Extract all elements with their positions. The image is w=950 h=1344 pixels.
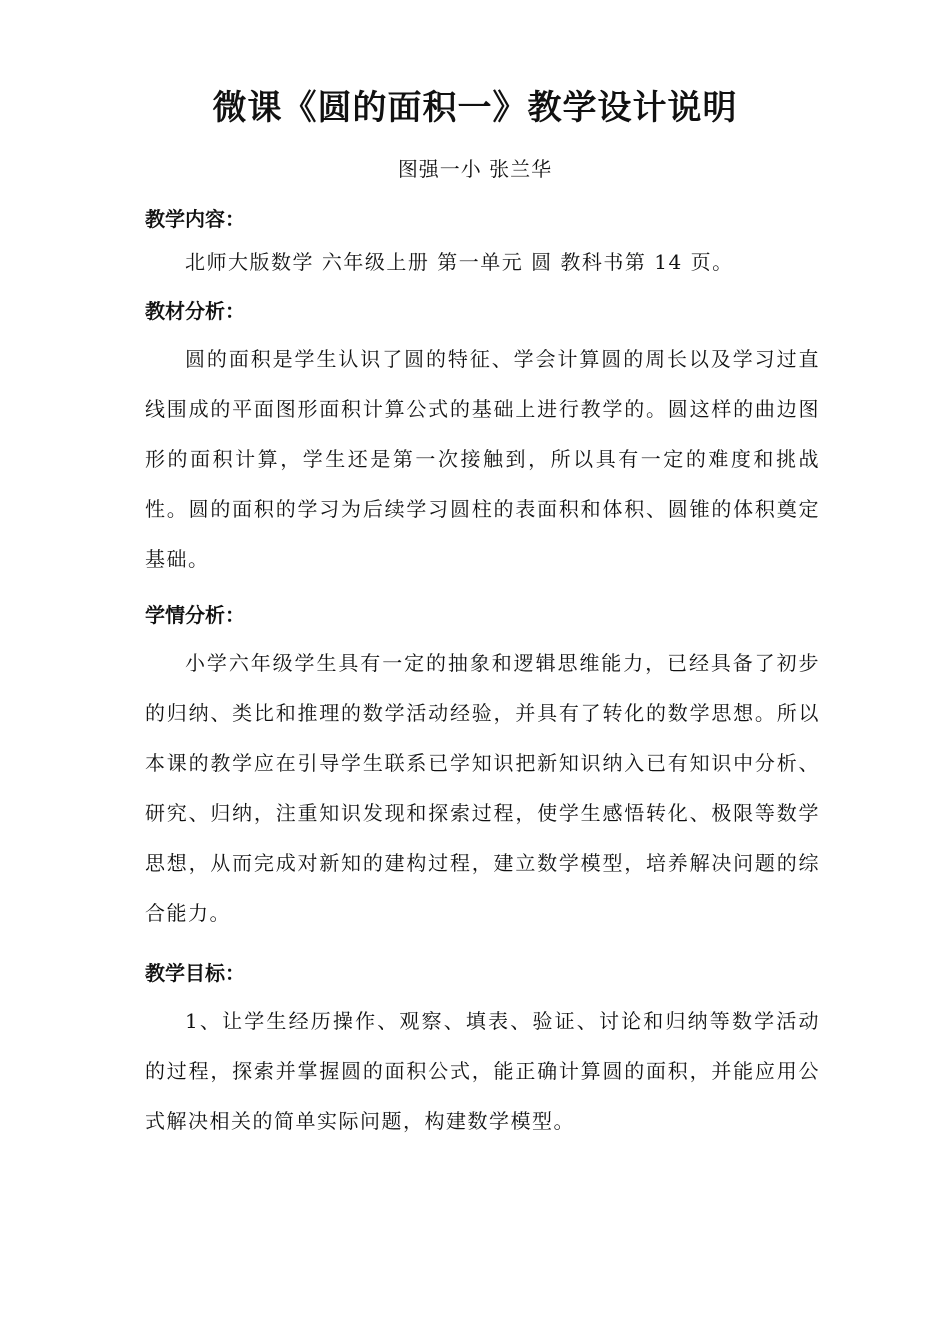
section-heading-material-analysis: 教材分析： [145, 299, 245, 323]
section-paragraph-teaching-content: 北师大版数学 六年级上册 第一单元 圆 教科书第 14 页。 [185, 250, 734, 274]
section-paragraph-student-analysis: 小学六年级学生具有一定的抽象和逻辑思维能力，已经具备了初步的归纳、类比和推理的数学活动经验，并具有了转化的数学思想。所以本课的教学应在引导学生联系已学知识把新知识纳入已有知识中分析、研究、归纳，注重知识发现和探索过程，使学生感悟转化、极限等数学思想，从而完成对新知的建构过程，建立数学模型，培养解决问题的综合能力。 [145, 651, 820, 925]
section-heading-teaching-content: 教学内容： [145, 207, 245, 231]
document-page [145, 78, 820, 1146]
document-title: 微课《圆的面积一》教学设计说明 [212, 88, 738, 128]
section-heading-teaching-goals: 教学目标： [145, 961, 245, 985]
section-paragraph-teaching-goal-1: 1、让学生经历操作、观察、填表、验证、讨论和归纳等数学活动的过程，探索并掌握圆的面积公式，能正确计算圆的面积，并能应用公式解决相关的简单实际问题，构建数学模型。 [145, 1009, 820, 1133]
document-author: 图强一小 张兰华 [397, 157, 553, 181]
section-paragraph-material-analysis: 圆的面积是学生认识了圆的特征、学会计算圆的周长以及学习过直线围成的平面图形面积计算公式的基础上进行教学的。圆这样的曲边图形的面积计算，学生还是第一次接触到，所以具有一定的难度和挑战性。圆的面积的学习为后续学习圆柱的表面积和体积、圆锥的体积奠定基础。 [145, 347, 820, 571]
section-heading-student-analysis: 学情分析： [145, 603, 245, 627]
